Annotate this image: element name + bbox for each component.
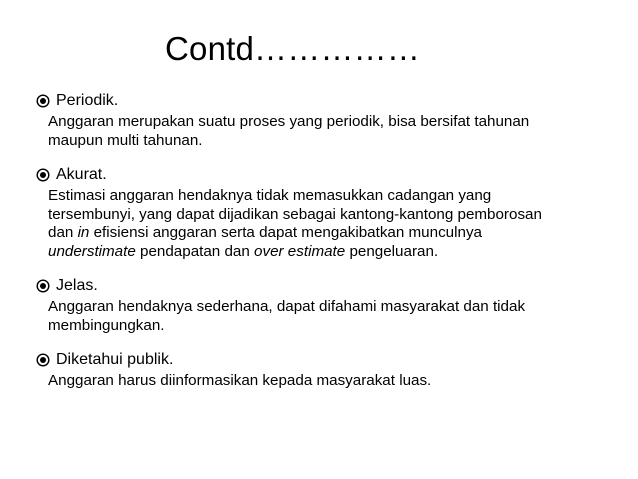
text-run: dan [48,224,78,241]
radio-bullet-icon [36,168,50,182]
radio-bullet-icon [36,94,50,108]
text-run: efisiensi anggaran serta dapat mengakibatkan munculnya [89,224,482,241]
italic-text-run: in [77,224,90,241]
bullet-body [36,298,616,335]
body-line [48,224,616,243]
bullet-heading: Periodik. [56,92,119,109]
bullet-item-periodik [36,91,616,150]
body-line: tersembunyi, yang dapat dijadikan sebagai kantong-kantong pemborosan [48,205,542,223]
slide-title: Contd…………… [165,30,421,67]
bullet-heading-row [36,91,616,111]
bullet-item-akurat [36,165,616,261]
bullet-heading-row [36,350,616,370]
bullet-body [36,113,616,150]
bullet-heading-row [36,165,616,185]
text-run: pendapatan dan [135,242,255,260]
bullet-heading: Jelas. [56,277,98,294]
bullet-heading: Akurat. [56,166,107,183]
text-run: pengeluaran. [345,242,439,260]
radio-bullet-icon [36,279,50,293]
body-line: Anggaran merupakan suatu proses yang periodik, bisa bersifat tahunan [48,113,530,130]
bullet-item-jelas [36,276,616,335]
body-line [48,243,616,262]
body-line: membingungkan. [48,316,165,334]
bullet-body [36,372,616,391]
bullet-item-diketahui-publik [36,350,616,391]
body-line: Anggaran hendaknya sederhana, dapat difahami masyarakat dan tidak [48,298,526,315]
italic-text-run: over estimate [254,242,346,260]
italic-text-run: understimate [48,242,136,260]
body-line: Estimasi anggaran hendaknya tidak memasukkan cadangan yang [48,187,492,204]
bullet-heading-row [36,276,616,296]
body-line: maupun multi tahunan. [48,131,203,149]
bullet-body [36,187,616,261]
radio-bullet-icon [36,353,50,367]
body-line: Anggaran harus diinformasikan kepada masyarakat luas. [48,372,432,389]
bullet-heading: Diketahui publik. [56,351,174,368]
bullet-list [36,91,616,406]
